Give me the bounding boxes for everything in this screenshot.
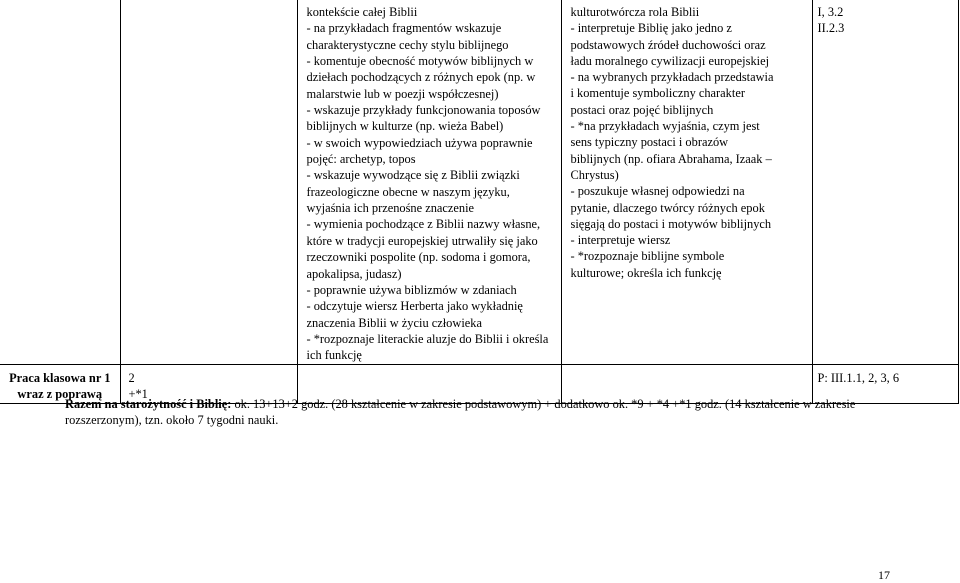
curriculum-reference-text: I, 3.2 II.2.3 [817,5,845,36]
test-label: Praca klasowa nr 1 wraz z poprawą [9,370,111,401]
test-hours: 2 +*1 [128,370,148,401]
hours-cell [120,0,297,364]
summary-note [65,396,885,429]
requirements-extended-cell [561,0,812,364]
requirements-basic-text: kontekście całej Biblii - na przykładach fragmentów wskazuje charakterystyczne cechy stylu biblijnego - komentuje obecność motywów biblijnych w dziełach pochodzących z różnych epok (np. w malarstwie lub w poezji współczesnej) - wskazuje przykłady funkcjonowania toposów biblijnych w kulturze (np. wieża Babel) - w swoich wypowiedziach używa poprawnie pojęć: archetyp, topos - wskazuje wywodzące się z Biblii związki frazeologiczne obecne w naszym języku, wyjaśnia ich przenośne znaczenie - wymienia pochodzące z Biblii nazwy własne, które w tradycji europejskiej utrwaliły się jako rzeczowniki pospolite (np. sodoma i gomora, apokalipsa, judasz) - poprawnie używa biblizmów w zdaniach - odczytuje wiersz Herberta jako wykładnię znaczenia Biblii w życiu człowieka - *rozpoznaje literackie aluzje do Biblii i określa ich funkcję [306,5,549,363]
summary-note-bold: Razem na starożytność i Biblię: [65,397,232,411]
page-number: 17 [878,568,890,582]
curriculum-reference-cell [812,0,958,364]
topic-cell [0,0,120,364]
summary-note-text: ok. 13+13+2 godz. (28 kształcenie w zakresie podstawowym) + dodatkowo ok. *9 + *4 +*1 godz. (14 kształcenie w zakresie rozszerzonym), tzn. około 7 tygodni nauki. [65,397,856,428]
test-reference: P: III.1.1, 2, 3, 6 [817,370,900,385]
requirements-extended-text: kulturotwórcza rola Biblii - interpretuje Biblię jako jedno z podstawowych źródeł duchowości oraz ładu moralnego cywilizacji europejskiej - na wybranych przykładach przedstawia i komentuje symboliczny charakter postaci oraz pojęć biblijnych - *na przykładach wyjaśnia, czym jest sens typiczny postaci i obrazów biblijnych (np. ofiara Abrahama, Izaak – Chrystus) - poszukuje własnej odpowiedzi na pytanie, dlaczego twórcy różnych epok sięgają do postaci i motywów biblijnych - interpretuje wiersz - *rozpoznaje biblijne symbole kulturowe; określa ich funkcję [570,5,774,280]
requirements-basic-cell [297,0,561,364]
